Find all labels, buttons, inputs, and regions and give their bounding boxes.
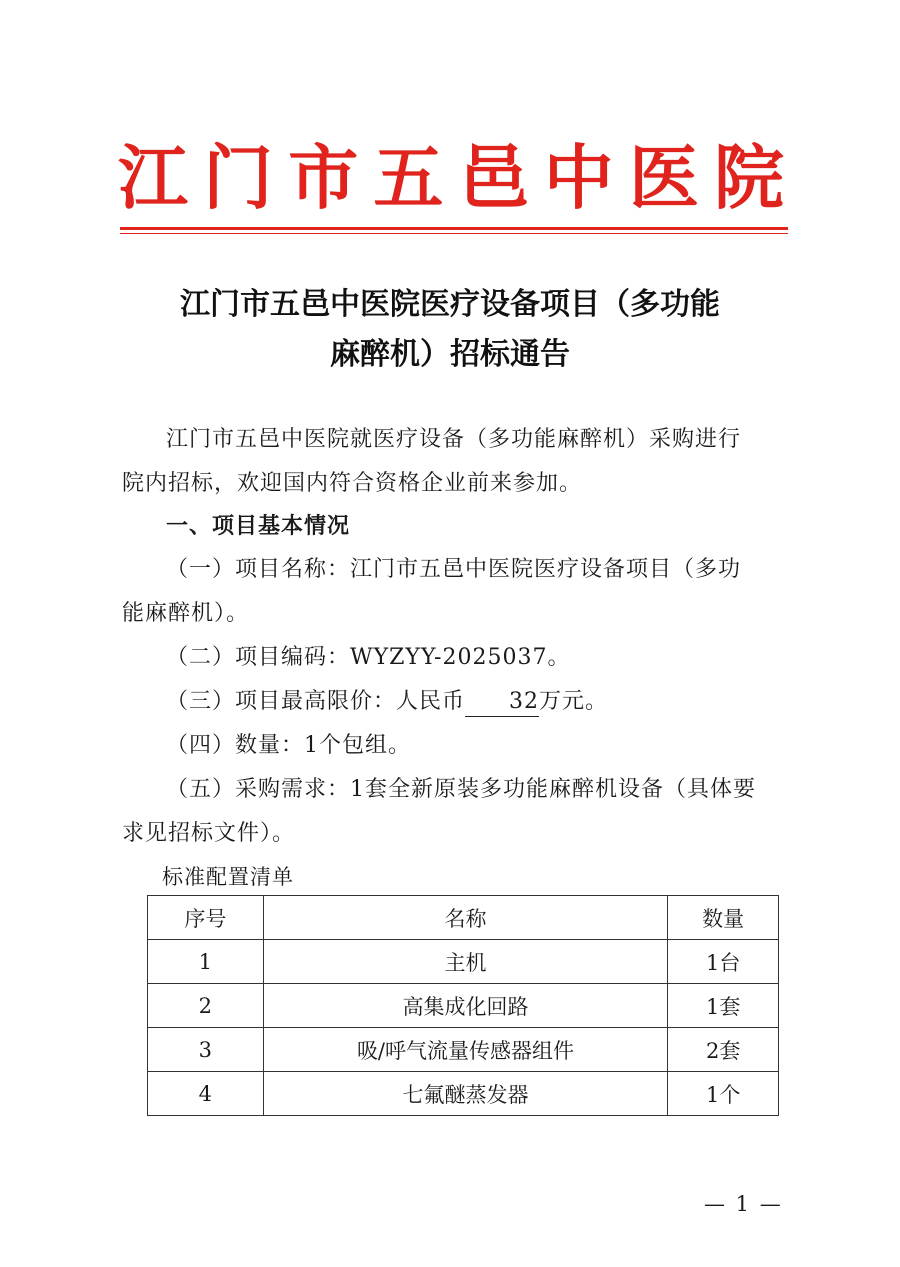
header-qty: 数量 — [668, 896, 779, 940]
table-row — [148, 940, 779, 984]
masthead-char: 市 — [288, 136, 363, 219]
title-line-1: 江门市五邑中医院医疗设备项目（多功能 — [180, 287, 720, 322]
cell-qty: 2套 — [668, 1028, 779, 1072]
cell-name: 吸/呼气流量传感器组件 — [263, 1028, 668, 1072]
cell-name: 高集成化回路 — [263, 984, 668, 1028]
intro-line-1: 江门市五邑中医院就医疗设备（多功能麻醉机）采购进行 — [166, 427, 742, 452]
masthead-char: 医 — [628, 136, 703, 219]
cell-qty: 1个 — [668, 1072, 779, 1116]
cell-qty: 1套 — [668, 984, 779, 1028]
item-requirements — [122, 768, 782, 856]
title-line-2: 麻醉机）招标通告 — [330, 337, 570, 372]
section-heading: 一、项目基本情况 — [166, 513, 351, 539]
masthead-char: 五 — [373, 136, 448, 219]
cell-name: 主机 — [263, 940, 668, 984]
cell-no: 2 — [148, 984, 264, 1028]
item-max-price — [122, 680, 782, 724]
cell-name: 七氟醚蒸发器 — [263, 1072, 668, 1116]
price-suffix: 万元。 — [539, 689, 609, 714]
masthead-char: 院 — [713, 136, 788, 219]
masthead-char: 邑 — [458, 136, 533, 219]
item5-line-1: （五）采购需求：1套全新原装多功能麻醉机设备（具体要 — [166, 777, 756, 802]
item-project-name — [122, 548, 782, 636]
price-amount: 32 — [465, 688, 539, 717]
masthead-rule-thin — [120, 233, 788, 234]
document-title — [120, 280, 780, 380]
item-quantity: （四）数量：1个包组。 — [166, 733, 411, 758]
table-header-row — [148, 896, 779, 940]
item1-line-2: 能麻醉机）。 — [122, 601, 250, 626]
price-prefix: （三）项目最高限价：人民币 — [166, 689, 466, 714]
masthead-char: 门 — [203, 136, 278, 219]
cell-qty: 1台 — [668, 940, 779, 984]
item-project-code: （二）项目编码：WYZYY-2025037。 — [166, 645, 571, 670]
intro-paragraph — [122, 418, 782, 506]
cell-no: 4 — [148, 1072, 264, 1116]
table-row — [148, 984, 779, 1028]
header-no: 序号 — [148, 896, 264, 940]
masthead-rule-thick — [120, 227, 788, 230]
masthead-char: 中 — [543, 136, 618, 219]
cell-no: 1 — [148, 940, 264, 984]
masthead-char: 江 — [118, 136, 192, 219]
table-row — [148, 1072, 779, 1116]
item1-line-1: （一）项目名称：江门市五邑中医院医疗设备项目（多功 — [166, 557, 742, 582]
table-row — [148, 1028, 779, 1072]
hospital-masthead — [118, 132, 788, 224]
config-table — [147, 895, 779, 1116]
intro-line-2: 院内招标，欢迎国内符合资格企业前来参加。 — [122, 471, 583, 496]
table-caption: 标准配置清单 — [162, 865, 294, 889]
page-number: — 1 — — [704, 1192, 783, 1216]
header-name: 名称 — [263, 896, 668, 940]
cell-no: 3 — [148, 1028, 264, 1072]
item5-line-2: 求见招标文件）。 — [122, 821, 296, 846]
